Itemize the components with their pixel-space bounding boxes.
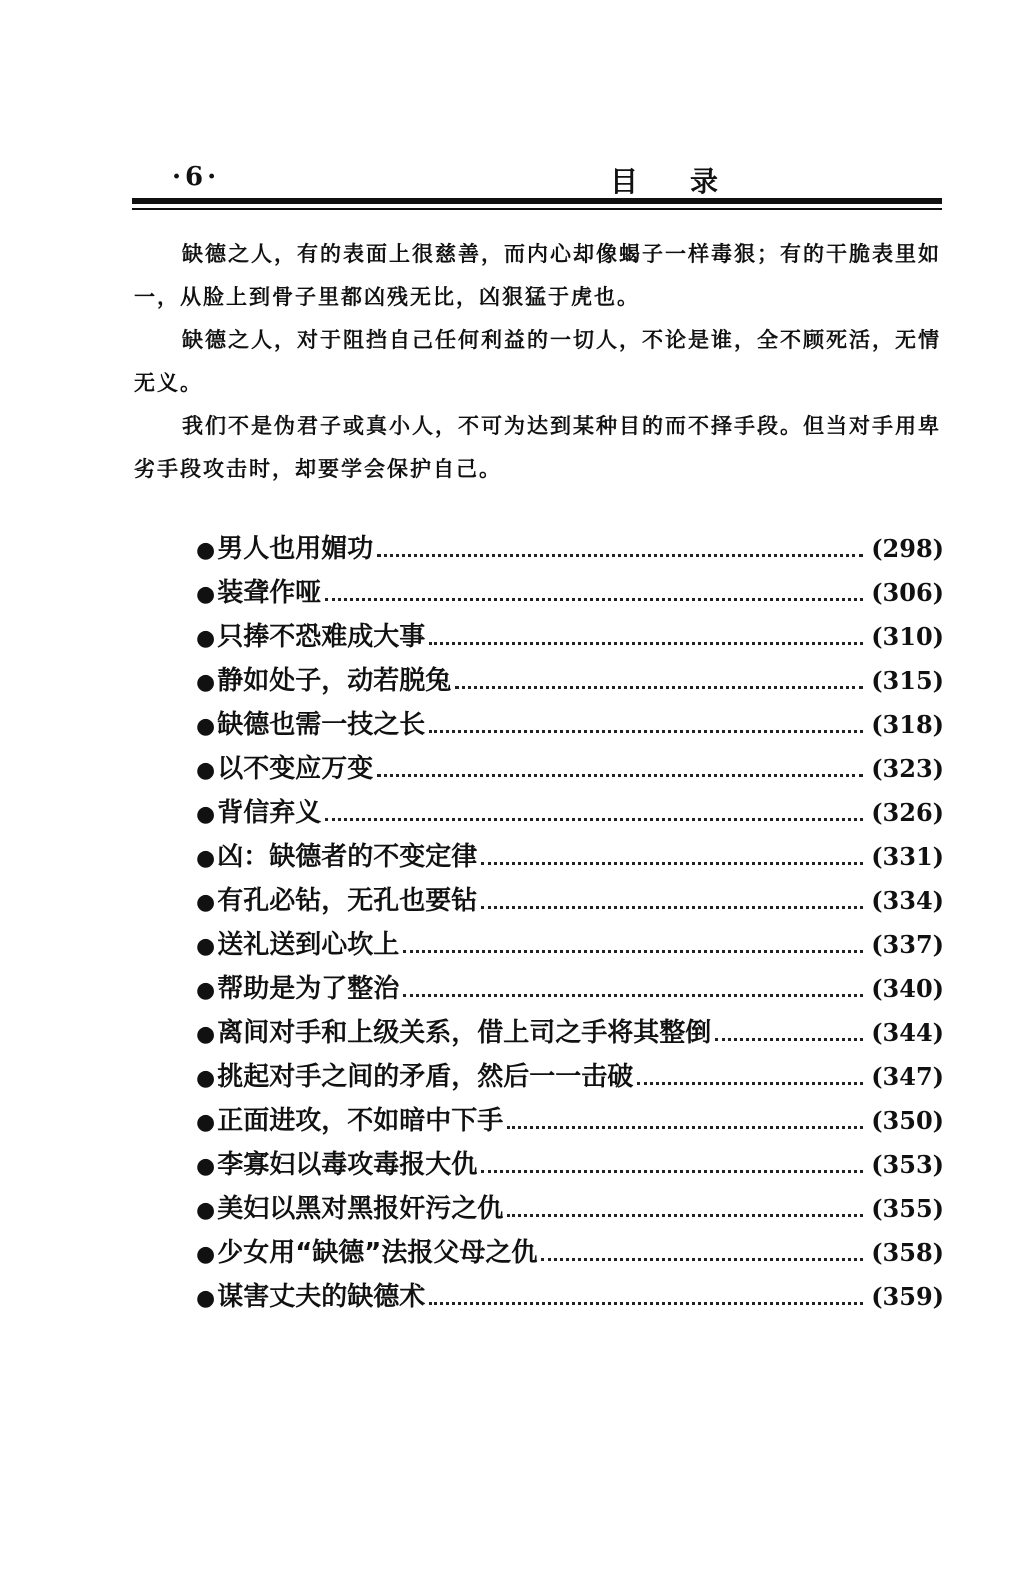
dot-leader [377, 554, 863, 557]
toc-entry [196, 1232, 944, 1276]
dot-leader [325, 818, 863, 821]
bullet-icon: ● [196, 758, 216, 783]
bullet-icon: ● [196, 1022, 216, 1047]
toc-entry [196, 1056, 944, 1100]
intro-paragraph: 我们不是伪君子或真小人，不可为达到某种目的而不择手段。但当对手用卑劣手段攻击时，却要学会保护自己。 [134, 413, 941, 481]
toc-entry [196, 660, 944, 704]
dot-leader [637, 1082, 863, 1085]
bullet-icon: ● [196, 582, 216, 607]
toc-entry-page: (337) [871, 930, 944, 959]
toc-entry-page: (331) [871, 842, 944, 871]
toc-entry-title: 少女用“缺德”法报父母之仇 [217, 1238, 538, 1268]
dot-leader [403, 994, 863, 997]
toc-entry-title: 男人也用媚功 [217, 534, 374, 564]
toc-entry-title: 离间对手和上级关系，借上司之手将其整倒 [217, 1018, 712, 1048]
header-rule-thick [132, 198, 942, 204]
toc-entry-title: 装聋作哑 [217, 578, 322, 608]
bullet-icon: ● [196, 626, 216, 651]
toc-entry-page: (306) [871, 578, 944, 607]
toc-entry-page: (353) [871, 1150, 944, 1179]
toc-entry [196, 1276, 944, 1320]
bullet-icon: ● [196, 1154, 216, 1179]
toc-entry [196, 924, 944, 968]
page-header [132, 158, 942, 198]
dot-leader [481, 1170, 863, 1173]
toc-entry [196, 1144, 944, 1188]
bullet-icon: ● [196, 1286, 216, 1311]
toc-entry-title: 缺德也需一技之长 [217, 710, 426, 740]
toc-entry [196, 792, 944, 836]
dot-leader [429, 642, 863, 645]
toc-entry-title: 只捧不恐难成大事 [217, 622, 426, 652]
page-number: ·6· [172, 162, 221, 192]
table-of-contents [196, 528, 944, 1320]
toc-entry [196, 836, 944, 880]
toc-entry [196, 880, 944, 924]
intro-paragraph: 缺德之人，有的表面上很慈善，而内心却像蝎子一样毒狠；有的干脆表里如一，从脸上到骨子里都凶残无比，凶狠猛于虎也。 [134, 241, 941, 309]
dot-leader [429, 730, 863, 733]
dot-leader [325, 598, 863, 601]
toc-entry-page: (347) [871, 1062, 944, 1091]
toc-entry-title: 帮助是为了整治 [217, 974, 400, 1004]
toc-entry-title: 静如处子，动若脱兔 [217, 666, 452, 696]
dot-leader [481, 906, 863, 909]
bullet-icon: ● [196, 1110, 216, 1135]
toc-entry [196, 1188, 944, 1232]
toc-entry-page: (344) [871, 1018, 944, 1047]
toc-entry-page: (350) [871, 1106, 944, 1135]
toc-entry-title: 有孔必钻，无孔也要钻 [217, 886, 478, 916]
toc-entry-page: (318) [871, 710, 944, 739]
bullet-icon: ● [196, 978, 216, 1003]
toc-entry-page: (315) [871, 666, 944, 695]
toc-entry-title: 谋害丈夫的缺德术 [217, 1282, 426, 1312]
dot-leader [377, 774, 863, 777]
bullet-icon: ● [196, 1066, 216, 1091]
toc-entry-title: 挑起对手之间的矛盾，然后一一击破 [217, 1062, 634, 1092]
toc-entry-page: (355) [871, 1194, 944, 1223]
bullet-icon: ● [196, 1242, 216, 1267]
toc-entry-title: 美妇以黑对黑报奸污之仇 [217, 1194, 504, 1224]
toc-entry-title: 李寡妇以毒攻毒报大仇 [217, 1150, 478, 1180]
dot-leader [429, 1302, 863, 1305]
bullet-icon: ● [196, 846, 216, 871]
dot-leader [507, 1126, 863, 1129]
toc-entry-title: 以不变应万变 [217, 754, 374, 784]
dot-leader [455, 686, 863, 689]
toc-entry-page: (358) [871, 1238, 944, 1267]
running-title: 目录 [610, 165, 771, 198]
bullet-icon: ● [196, 890, 216, 915]
bullet-icon: ● [196, 538, 216, 563]
intro-text [134, 232, 942, 490]
toc-entry-page: (310) [871, 622, 944, 651]
toc-entry-page: (326) [871, 798, 944, 827]
toc-entry [196, 968, 944, 1012]
toc-entry [196, 572, 944, 616]
toc-entry-title: 凶：缺德者的不变定律 [217, 842, 478, 872]
dot-leader [403, 950, 863, 953]
toc-entry-title: 正面进攻，不如暗中下手 [217, 1106, 504, 1136]
toc-entry-page: (359) [871, 1282, 944, 1311]
toc-entry [196, 704, 944, 748]
toc-entry [196, 1100, 944, 1144]
dot-leader [507, 1214, 863, 1217]
bullet-icon: ● [196, 670, 216, 695]
toc-entry [196, 748, 944, 792]
intro-paragraph: 缺德之人，对于阻挡自己任何利益的一切人，不论是谁，全不顾死活，无情无义。 [134, 327, 941, 395]
dot-leader [541, 1258, 863, 1261]
header-rule-thin [132, 208, 942, 210]
bullet-icon: ● [196, 714, 216, 739]
toc-entry-title: 送礼送到心坎上 [217, 930, 400, 960]
toc-entry-page: (323) [871, 754, 944, 783]
bullet-icon: ● [196, 802, 216, 827]
toc-entry [196, 1012, 944, 1056]
toc-entry [196, 616, 944, 660]
bullet-icon: ● [196, 1198, 216, 1223]
toc-entry-page: (298) [871, 534, 944, 563]
dot-leader [715, 1038, 863, 1041]
toc-entry-title: 背信弃义 [217, 798, 322, 828]
bullet-icon: ● [196, 934, 216, 959]
toc-entry-page: (340) [871, 974, 944, 1003]
toc-entry-page: (334) [871, 886, 944, 915]
toc-entry [196, 528, 944, 572]
dot-leader [481, 862, 863, 865]
